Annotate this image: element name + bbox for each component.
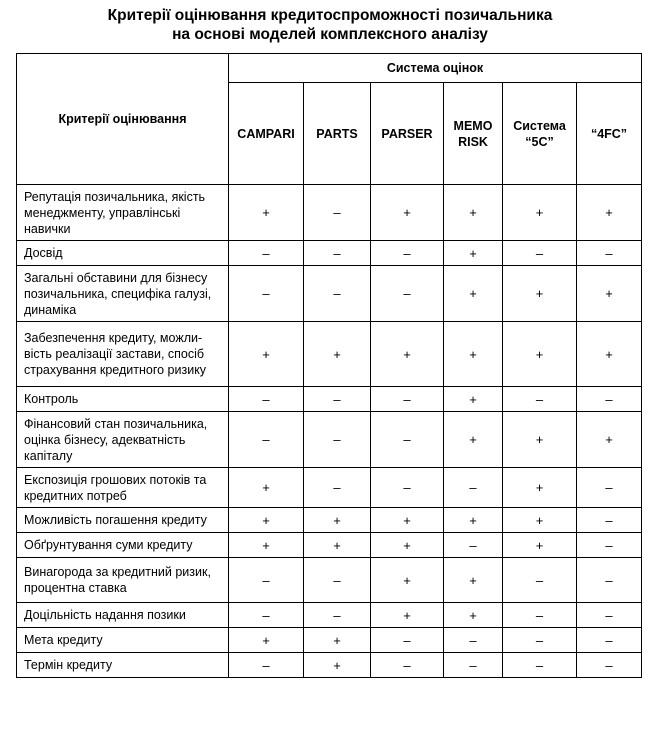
mark-cell: – (371, 628, 444, 653)
mark-cell: + (229, 533, 304, 558)
document-title (0, 6, 660, 44)
mark-cell: – (503, 387, 577, 412)
table-row (17, 387, 642, 412)
table-row (17, 266, 642, 322)
mark-cell: + (304, 628, 371, 653)
mark-cell: + (503, 468, 577, 508)
mark-cell: + (229, 322, 304, 387)
criteria-table (16, 53, 642, 678)
mark-cell: + (444, 412, 503, 468)
mark-cell: + (503, 185, 577, 241)
mark-cell: + (304, 533, 371, 558)
mark-cell: + (229, 185, 304, 241)
system-column-header (229, 83, 304, 185)
mark-cell: + (577, 266, 642, 322)
mark-cell: + (577, 412, 642, 468)
mark-cell: – (577, 468, 642, 508)
system-name-line: Система (513, 118, 566, 133)
systems-group-header: Система оцінок (229, 54, 642, 83)
table-row (17, 653, 642, 678)
mark-cell: – (304, 603, 371, 628)
mark-cell: – (503, 241, 577, 266)
mark-cell: + (444, 387, 503, 412)
mark-cell: – (304, 558, 371, 603)
mark-cell: + (371, 603, 444, 628)
mark-cell: + (304, 508, 371, 533)
mark-cell: + (229, 468, 304, 508)
mark-cell: – (444, 533, 503, 558)
mark-cell: – (503, 628, 577, 653)
mark-cell: – (371, 387, 444, 412)
mark-cell: – (229, 558, 304, 603)
mark-cell: + (444, 185, 503, 241)
mark-cell: + (444, 603, 503, 628)
mark-cell: – (229, 387, 304, 412)
system-column-header (304, 83, 371, 185)
mark-cell: – (577, 558, 642, 603)
system-name-line: RISK (458, 134, 488, 149)
criterion-label: Мета кредиту (17, 628, 229, 653)
system-column-header (577, 83, 642, 185)
mark-cell: – (503, 603, 577, 628)
mark-cell: + (503, 266, 577, 322)
mark-cell: – (577, 508, 642, 533)
mark-cell: – (229, 603, 304, 628)
table-row (17, 558, 642, 603)
mark-cell: – (304, 266, 371, 322)
criterion-label: Досвід (17, 241, 229, 266)
mark-cell: + (503, 533, 577, 558)
system-name-line: CAMPARI (237, 126, 295, 141)
system-column-header (444, 83, 503, 185)
mark-cell: – (304, 468, 371, 508)
table-row (17, 533, 642, 558)
criterion-label: Контроль (17, 387, 229, 412)
mark-cell: – (304, 412, 371, 468)
mark-cell: – (229, 241, 304, 266)
mark-cell: + (503, 412, 577, 468)
mark-cell: – (577, 628, 642, 653)
mark-cell: – (577, 603, 642, 628)
title-line-1: Критерії оцінювання кредитоспроможності позичальника (107, 7, 553, 24)
mark-cell: + (371, 508, 444, 533)
system-name-line: “4FC” (590, 126, 628, 141)
mark-cell: + (371, 322, 444, 387)
mark-cell: + (444, 558, 503, 603)
criterion-label: Репутація позичальника, якість менеджменту, управлінські навички (17, 185, 229, 241)
mark-cell: – (503, 653, 577, 678)
mark-cell: + (577, 185, 642, 241)
criterion-label: Обґрунтування суми кредиту (17, 533, 229, 558)
mark-cell: + (444, 241, 503, 266)
mark-cell: – (444, 468, 503, 508)
criterion-label: Винагорода за кредитний ризик, процентна ставка (17, 558, 229, 603)
criterion-label: Термін кредиту (17, 653, 229, 678)
table-row (17, 603, 642, 628)
mark-cell: – (577, 533, 642, 558)
mark-cell: – (444, 653, 503, 678)
table-row (17, 508, 642, 533)
mark-cell: – (577, 387, 642, 412)
mark-cell: – (503, 558, 577, 603)
mark-cell: + (503, 508, 577, 533)
mark-cell: – (229, 266, 304, 322)
criterion-label: Фінансовий стан позичальника, оцінка бізнесу, адекватність капіталу (17, 412, 229, 468)
table-row (17, 412, 642, 468)
mark-cell: + (371, 558, 444, 603)
table-row (17, 241, 642, 266)
mark-cell: + (444, 266, 503, 322)
mark-cell: – (304, 185, 371, 241)
system-name-line: MEMO (453, 118, 493, 133)
mark-cell: + (371, 533, 444, 558)
title-line-2: на основі моделей комплексного аналізу (172, 26, 488, 43)
mark-cell: – (371, 241, 444, 266)
system-column-header (503, 83, 577, 185)
mark-cell: – (444, 628, 503, 653)
system-name-line: “5C” (525, 134, 554, 149)
mark-cell: – (371, 266, 444, 322)
mark-cell: – (371, 653, 444, 678)
system-name-line: PARTS (316, 126, 358, 141)
mark-cell: + (503, 322, 577, 387)
mark-cell: + (304, 322, 371, 387)
mark-cell: – (371, 468, 444, 508)
mark-cell: + (444, 508, 503, 533)
criterion-label: Доцільність надання позики (17, 603, 229, 628)
table-row (17, 185, 642, 241)
table-row (17, 322, 642, 387)
criteria-column-header: Критерії оцінювання (17, 54, 229, 185)
mark-cell: – (229, 412, 304, 468)
mark-cell: – (304, 241, 371, 266)
mark-cell: + (229, 628, 304, 653)
criterion-label: Можливість погашення кредиту (17, 508, 229, 533)
system-column-header (371, 83, 444, 185)
mark-cell: – (371, 412, 444, 468)
criterion-label: Експозиція грошових потоків та кредитних потреб (17, 468, 229, 508)
table-row (17, 628, 642, 653)
mark-cell: – (577, 241, 642, 266)
mark-cell: – (577, 653, 642, 678)
mark-cell: + (229, 508, 304, 533)
mark-cell: + (371, 185, 444, 241)
system-name-line: PARSER (381, 126, 433, 141)
criterion-label: Забезпечення кредиту, можли-вість реалізації застави, спосіб страхування кредитного ризику (17, 322, 229, 387)
mark-cell: + (444, 322, 503, 387)
mark-cell: + (304, 653, 371, 678)
mark-cell: – (304, 387, 371, 412)
criterion-label: Загальні обставини для бізнесу позичальника, специфіка галузі, динаміка (17, 266, 229, 322)
table-row (17, 468, 642, 508)
mark-cell: – (229, 653, 304, 678)
mark-cell: + (577, 322, 642, 387)
